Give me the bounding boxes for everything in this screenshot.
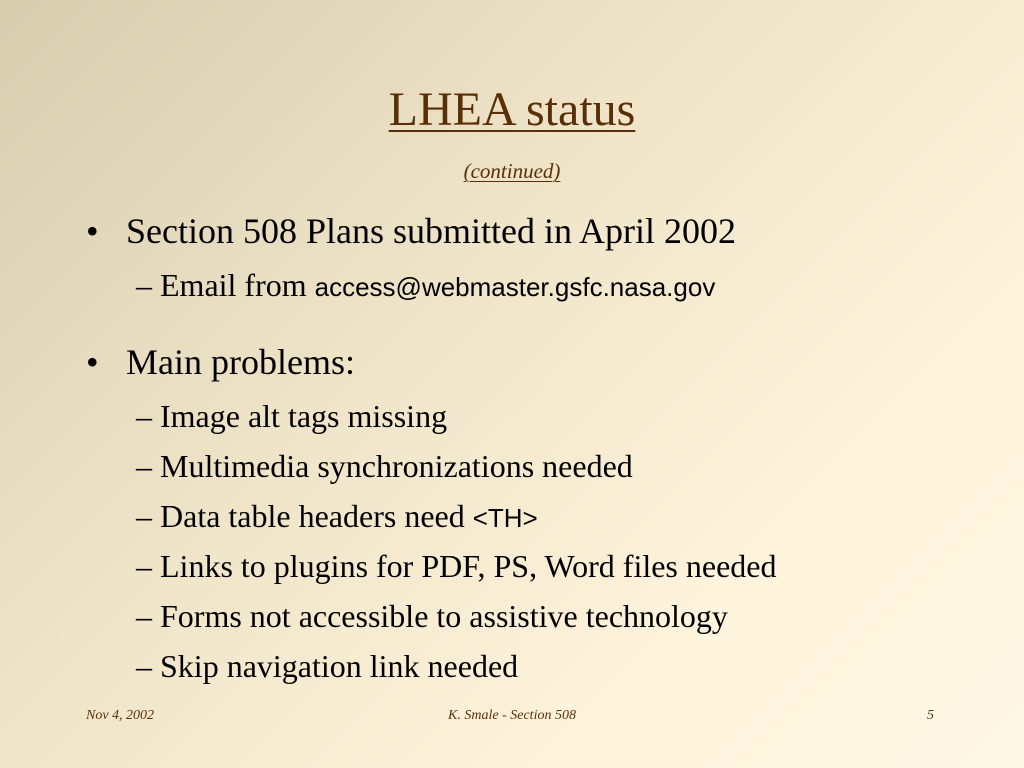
email-address: access@webmaster.gsfc.nasa.gov — [314, 272, 716, 302]
sub-item — [136, 497, 538, 537]
th-tag: <TH> — [472, 503, 538, 533]
sub-item-prefix: – Data table headers need — [136, 498, 473, 534]
bullet-text: Main problems: — [126, 342, 355, 382]
slide-title-text: LHEA status — [388, 83, 636, 136]
sub-item — [136, 266, 715, 306]
sub-item-text: – Skip navigation link needed — [136, 648, 519, 684]
sub-item-prefix: – Email from — [136, 267, 315, 303]
sub-item-text: – Image alt tags missing — [136, 398, 448, 434]
footer-center-text: K. Smale - Section 508 — [448, 708, 576, 723]
bullet-text: Section 508 Plans submitted in April 2002 — [126, 211, 736, 251]
slide-title — [0, 82, 1024, 138]
footer-page-number: 5 — [927, 708, 934, 723]
sub-item-text: – Links to plugins for PDF, PS, Word files needed — [136, 548, 777, 584]
bullet-marker: • — [86, 342, 99, 382]
sub-item — [136, 397, 447, 435]
slide-subtitle — [0, 158, 1024, 184]
bullet-item — [86, 209, 736, 253]
footer-date: Nov 4, 2002 — [86, 708, 155, 723]
sub-item — [136, 447, 633, 485]
bullet-item — [86, 340, 355, 384]
bullet-marker: • — [86, 211, 99, 251]
sub-item-text: – Forms not accessible to assistive technology — [136, 598, 728, 634]
sub-item-text: – Multimedia synchronizations needed — [136, 448, 633, 484]
sub-item — [136, 597, 728, 635]
sub-item — [136, 647, 518, 685]
slide-subtitle-text: (continued) — [463, 159, 561, 183]
sub-item — [136, 547, 776, 585]
